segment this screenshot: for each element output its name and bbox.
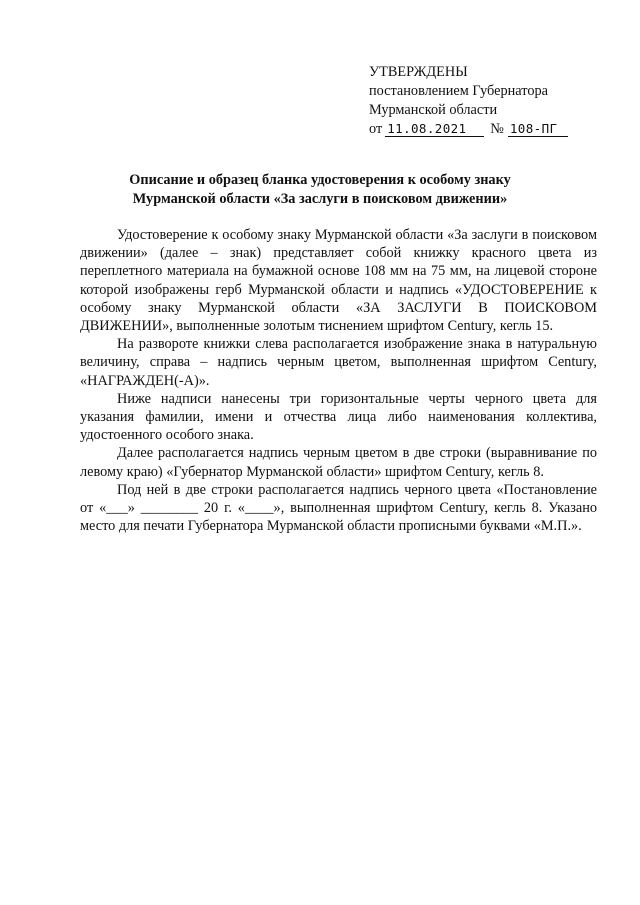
paragraph: Далее располагается надпись черным цветом в две строки (выравнивание по левому краю) «Губернатор Мурманской области» шрифтом Century, кегль 8. [80, 445, 597, 480]
approval-block [369, 63, 619, 139]
approval-region: Мурманской области [369, 102, 498, 118]
paragraph: Удостоверение к особому знаку Мурманской области «За заслуги в поисковом движении» (далее – знак) представляет собой книжку красного цвета из переплетного материала на бумажной основе 108 мм на 75 мм, на лицевой стороне которой изображены герб Мурманской области и надпись «УДОСТОВЕРЕНИЕ к особому знаку Мурманской области «ЗА ЗАСЛУГИ В ПОИСКОВОМ ДВИЖЕНИИ», выполненные золотым тиснением шрифтом Century, кегль 15. [80, 227, 597, 335]
document-body [80, 226, 597, 535]
number-sign: № [490, 121, 504, 137]
title-line-1: Описание и образец бланка удостоверения к особому знаку [129, 172, 511, 188]
paragraph: На развороте книжки слева располагается изображение знака в натуральную величину, справа – надпись черным цветом, выполненная шрифтом Century, «НАГРАЖДЕН(-А)». [80, 336, 597, 389]
approval-number: 108-ПГ [508, 122, 568, 137]
approval-date-line [369, 120, 619, 139]
paragraph: Под ней в две строки располагается надпись черного цвета «Постановление от «___» ________ 20 г. «____», выполненная шрифтом Century, кегль 8. Указано место для печати Губернатора Мурманской области прописными буквами «М.П.». [80, 481, 597, 535]
approval-authority: постановлением Губернатора [369, 83, 548, 99]
approval-heading: УТВЕРЖДЕНЫ [369, 64, 468, 80]
approval-date: 11.08.2021 [385, 122, 484, 137]
date-prefix: от [369, 121, 383, 137]
paragraph: Ниже надписи нанесены три горизонтальные черты черного цвета для указания фамилии, имени и отчества лица либо наименования коллектива, удостоенного особого знака. [80, 390, 597, 444]
title-line-2: Мурманской области «За заслуги в поисковом движении» [132, 191, 508, 207]
document-title [40, 171, 600, 209]
